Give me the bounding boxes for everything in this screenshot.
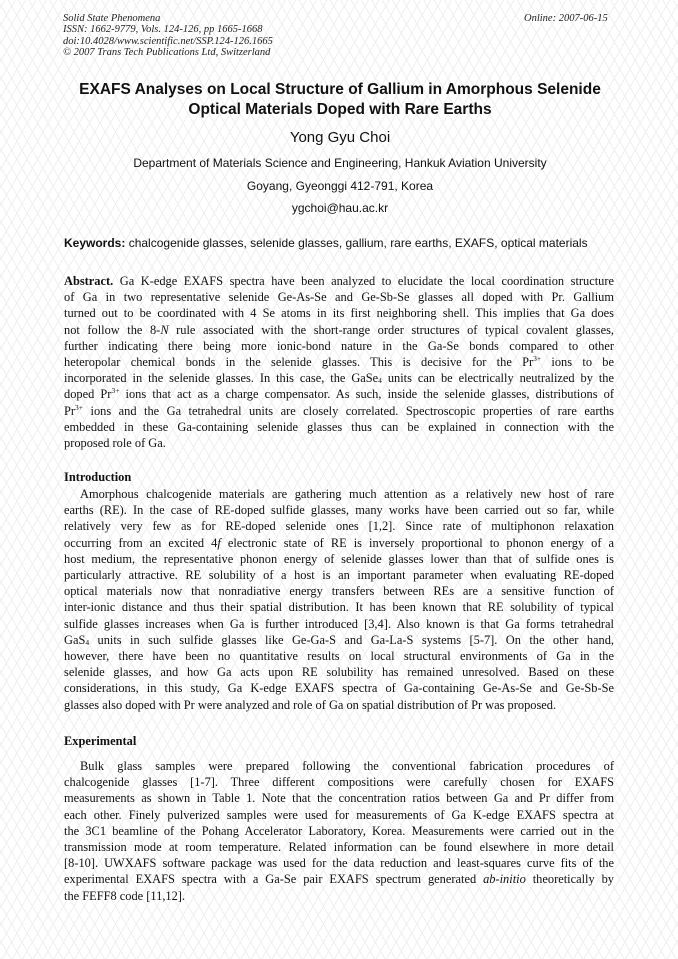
- exp-line: chalcogenide glasses [1-7]. Three different compositions were carefully chosen for EXAFS: [64, 775, 614, 790]
- keywords: [64, 235, 624, 251]
- intro-line: however, there have been no quantitative results on local structural environments of Ga in the: [64, 649, 614, 664]
- abstract-line: embedded in these Ga-containing selenide glasses thus can be explained in connection with the: [64, 419, 614, 434]
- abstract-line: incorporated in the selenide glasses. In this case, the GaSe$_4$ units can be electrically neutralized by the: [64, 371, 614, 386]
- journal-issn: ISSN: 1662-9779, Vols. 124-126, pp 1665-1668: [63, 24, 263, 36]
- intro-line: relatively very few as for RE-doped selenide ones [1,2]. Since rate of multiphonon relaxation: [64, 519, 614, 534]
- abstract-line: heteropolar chemical bonds in the selenide glasses. This is decisive for the $Pr^{3+}$ ions to be: [64, 354, 615, 370]
- abstract-line: doped $Pr^{3+}$ ions that act as a charge compensator. As such, inside the selenide glasses, distributions of: [64, 386, 615, 402]
- journal-header: [63, 13, 273, 58]
- journal-doi: doi:10.4028/www.scientific.net/SSP.124-126.1665: [63, 35, 273, 47]
- intro-line: host medium, the representative phonon energy of selenide glasses lower than that of sulfide ones is: [64, 551, 614, 566]
- exp-line: experimental EXAFS spectra with a Ga-Se pair EXAFS spectrum generated ab-initio theoretically by: [64, 872, 614, 887]
- section-heading-experimental: Experimental: [64, 734, 137, 748]
- intro-line: inter-ionic distance and thus their spatial distribution. It has been known that RE solubility of typical: [64, 600, 614, 615]
- intro-line: particularly attractive. RE solubility of a host is an important parameter when evaluating RE-doped: [64, 568, 614, 583]
- keywords-label: Keywords:: [64, 236, 126, 250]
- exp-line: the 3C1 beamline of the Pohang Accelerator Laboratory, Korea. Measurements were carried out in the: [64, 823, 614, 838]
- online-date: Online: 2007-06-15: [524, 13, 608, 24]
- section-heading-introduction: Introduction: [64, 470, 132, 484]
- intro-line: sulfide glasses increases when Ga is further introduced [3,4]. Also known is that Ga forms tetrahedral: [64, 616, 614, 631]
- intro-line: GaS$_4$ units in such sulfide glasses like Ge-Ga-S and Ga-La-S systems [5-7]. On the other hand,: [64, 632, 614, 647]
- intro-line: earths (RE). In the case of RE-doped sulfide glasses, many works have been carried out so far, while: [64, 503, 614, 518]
- journal-copyright: © 2007 Trans Tech Publications Ltd, Switzerland: [63, 46, 271, 58]
- abstract-label: Abstract.: [64, 274, 114, 288]
- affiliation-department: Department of Materials Science and Engineering, Hankuk Aviation University: [133, 156, 547, 170]
- title-line-2: Optical Materials Doped with Rare Earths: [188, 101, 492, 118]
- intro-line: glasses also doped with Pr were analyzed and role of Ga on spatial distribution of Pr was proposed.: [64, 697, 557, 712]
- abstract-line: proposed role of Ga.: [64, 436, 166, 451]
- author-email[interactable]: ygchoi@hau.ac.kr: [291, 201, 389, 215]
- abstract-line: not follow the 8-N rule associated with the short-range order structures of typical covalent glasses,: [64, 322, 614, 337]
- intro-line: occurring from an excited 4f electronic state of RE is inversely proportional to phonon energy of a: [64, 535, 614, 550]
- keywords-text: chalcogenide glasses, selenide glasses, gallium, rare earths, EXAFS, optical materials: [128, 236, 588, 250]
- exp-line: Bulk glass samples were prepared following the conventional fabrication procedures of: [80, 759, 614, 773]
- abstract-line: of Ga in two representative selenide Ge-As-Se and Ge-Sb-Se glasses all doped with Pr. Gallium: [64, 290, 614, 305]
- title-line-1: EXAFS Analyses on Local Structure of Gallium in Amorphous Selenide: [79, 81, 601, 98]
- journal-name: Solid State Phenomena: [63, 13, 161, 24]
- affiliation-address: Goyang, Gyeonggi 412-791, Korea: [246, 179, 434, 193]
- intro-line: optical materials now that nonradiative energy transfers between REs are a sensitive function of: [64, 584, 614, 599]
- abstract-line: Abstract. Ga K-edge EXAFS spectra have been analyzed to elucidate the local coordination structure: [64, 274, 614, 288]
- exp-line: the FEFF8 code [11,12].: [64, 888, 186, 903]
- intro-line: selenide glasses, and how Ga acts upon RE solubility has remained unresolved. Based on these: [64, 665, 614, 680]
- exp-line: [8-10]. UWXAFS software package was used for the data reduction and least-squares curve fits of the: [64, 856, 614, 871]
- author-name: Yong Gyu Choi: [289, 129, 391, 146]
- abstract: [64, 273, 614, 451]
- abstract-line: $Pr^{3+}$ ions and the Ga tetrahedral units are closely correlated. Spectroscopic properties of rare earths: [64, 402, 614, 418]
- experimental-body: [64, 758, 614, 904]
- introduction-body: [64, 486, 614, 713]
- intro-line: considerations, in this study, Ga K-edge EXAFS spectra of Ga-containing Ge-As-Se and Ge-Sb-Se: [64, 681, 614, 696]
- exp-line: measurements as shown in Table 1. Note that the concentration ratios between Ga and Pr differ from: [64, 791, 614, 806]
- abstract-line: further indicating there being more ionic-bond nature in the Ga-Se bonds compared to other: [64, 338, 614, 353]
- paper-title: [40, 80, 640, 120]
- exp-line: transmission mode at room temperature. Related information can be found elsewhere in more detail: [64, 840, 614, 855]
- abstract-line: turned out to be coordinated with 4 Se atoms in its first neighboring shell. This implies that Ga does: [64, 306, 614, 321]
- intro-line: Amorphous chalcogenide materials are gathering much attention as a relatively new host of rare: [80, 487, 614, 501]
- exp-line: each other. Finely pulverized samples were used for measurements of Ga K-edge EXAFS spectra at: [64, 807, 614, 822]
